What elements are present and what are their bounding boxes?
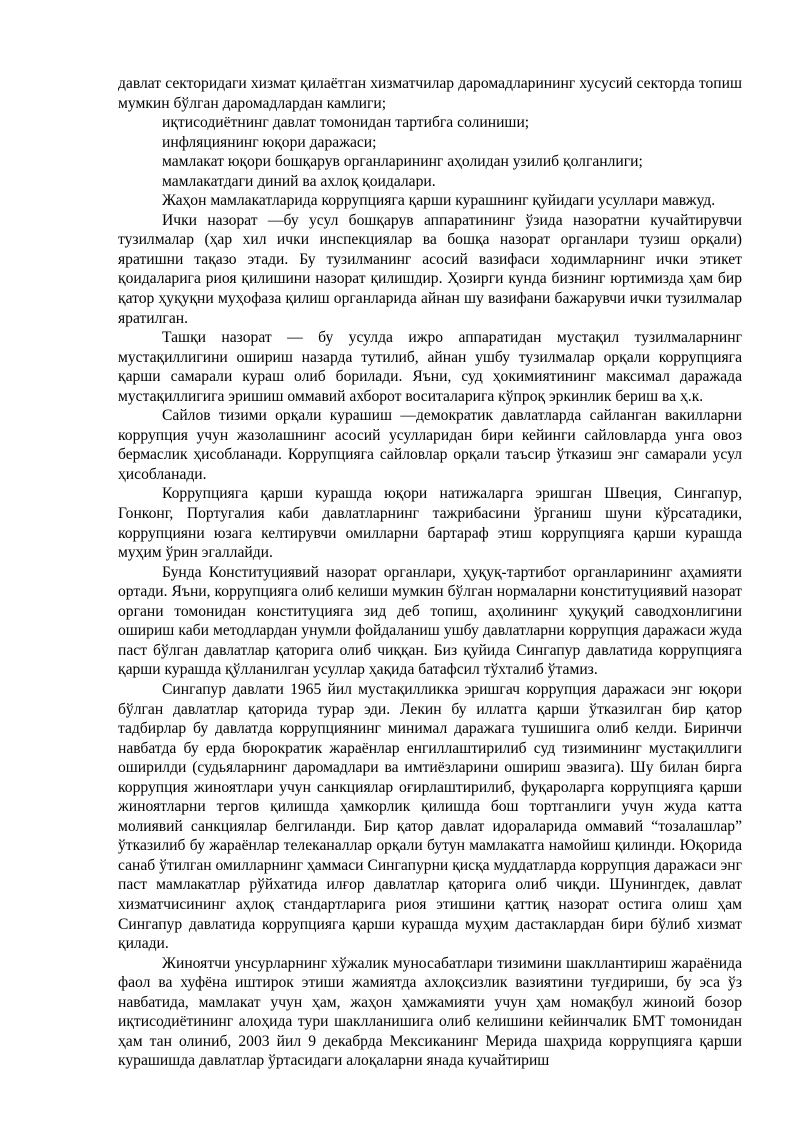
list-item-state-regulation: иқтисодиётнинг давлат томонидан тартибга солиниши; (162, 114, 530, 132)
paragraph-singapore: Сингапур давлати 1965 йил мустақилликка эришгач коррупция даражаси энг юқори бўлган давлатлар қаторида турар эди. Лекин бу иллатга қарши ўтказилган бир қатор тадбирлар бу давлатда коррупциянинг минимал даражага тушишига олиб келди. Биринчи навбатда бу ерда бюрократик жараёнлар енгиллаштирилиб суд тизимининг мустақиллиги оширилди (судьяларнинг даромадлари ва имтиёзларини ошириш эвазига). Шу билан бирга коррупция жиноятлари учун санкциялар оғирлаштирилиб, фуқароларга коррупцияга қарши жиноятларни тергов қилишда ҳамкорлик қилишда бош тортганлиги учун жуда катта молиявий санкциялар белгиланди. Бир қатор давлат идораларида оммавий “тозалашлар” ўтказилиб бу жараёнлар телеканаллар орқали бутун мамлакатга намойиш қилинди. Юқорида санаб ўтилган омилларнинг ҳаммаси Сингапурни қисқа муддатларда коррупция даражаси энг паст мамлакатлар рўйхатида илғор давлатлар қаторига олиб чиқди. Шунингдек, давлат хизматчисининг аҳлоқ стандартларига риоя этишини қаттиқ назорат остига олиш ҳам Сингапур давлатида коррупцияга қарши курашда муҳим дастаклардан бири бўлиб хизмат қилади. (118, 680, 742, 953)
paragraph-internal-control: Ички назорат —бу усул бошқарув аппаратининг ўзида назоратни кучайтирувчи тузилмалар (ҳар хил ички инспекциялар ва бошқа назорат органлари тузиш орқали) яратишни тақазо этади. Бу тузилманинг асосий вазифаси ходимларнинг ички этикет қоидаларига риоя қилишини назорат қилишдир. Ҳозирги кунда бизнинг юртимизда ҳам бир қатор ҳуқуқни муҳофаза қилиш органларида айнан шу вазифани бажарувчи ички тузилмалар яратилган. (118, 211, 742, 327)
list-item-inflation: инфляциянинг юқори даражаси; (162, 133, 377, 151)
document-page (118, 74, 742, 1071)
paragraph-country-experience: Коррупцияга қарши курашда юқори натижаларга эришган Швеция, Сингапур, Гонконг, Португалия каби давлатларнинг тажрибасини ўрганиш шуни кўрсатадики, коррупцияни юзага келтирувчи омилларни бартараф этиш коррупцияга қарши курашда муҳим ўрин эгаллайди. (118, 485, 742, 562)
paragraph-constitutional-control: Бунда Конституциявий назорат органлари, ҳуқуқ-тартибот органларининг аҳамияти ортади. Яъни, коррупцияга олиб келиши мумкин бўлган нормаларни конституциявий назорат органи томонидан конституцияга зид деб топиш, аҳолининг ҳуқуқий саводхонлигини ошириш каби методлардан унумли фойдаланиш ушбу давлатларни коррупция даражаси жуда паст бўлган давлатлар қаторига олиб чиққан. Биз қуйида Сингапур давлатида коррупцияга қарши курашда қўлланилган усуллар ҳақида батафсил тўхталиб ўтамиз. (118, 563, 742, 679)
paragraph-electoral-system: Сайлов тизими орқали курашиш —демократик давлатларда сайланган вакилларни коррупция учун жазолашнинг асосий усулларидан бири кейинги сайловларда унга овоз бермаслик ҳисобланади. Коррупцияга сайловлар орқали таъсир ўтказиш энг самарали усул ҳисобланади. (118, 407, 742, 483)
list-item-religious-moral-rules: мамлакатдаги диний ва ахлоқ қоидалари. (162, 172, 436, 190)
paragraph-external-control: Ташқи назорат — бу усулда ижро аппаратидан мустақил тузилмаларнинг мустақиллигини ошириш назарда тутилиб, айнан ушбу тузилмалар орқали коррупцияга қарши самарали кураш олиб борилади. Яъни, суд ҳокимиятининг максимал даражада мустақиллигига эришиш оммавий ахборот воситаларига кўпроқ эркинлик бериш ва ҳ.к. (118, 329, 742, 405)
paragraph-criminal-elements: Жиноятчи унсурларнинг хўжалик муносабатлари тизимини шакллантириш жараёнида фаол ва хуфёна иштирок этиши жамиятда ахлоқсизлик вазиятини туғдириши, бу эса ўз навбатида, мамлакат учун ҳам, жаҳон ҳамжамияти учун ҳам номақбул жиноий бозор иқтисодиётининг алоҳида тури шаклланишига олиб келишини кейинчалик БМТ томонидан ҳам тан олиниб, 2003 йил 9 декабрда Мексиканинг Мерида шаҳрида коррупцияга қарши курашишда давлатлар ўртасидаги алоқаларни янада кучайтириш (118, 954, 742, 1070)
list-item-government-detachment: мамлакат юқори бошқарув органларининг аҳолидан узилиб қолганлиги; (162, 153, 643, 171)
paragraph-salary-gap: давлат секторидаги хизмат қилаётган хизматчилар даромадларининг хусусий секторда топиш мумкин бўлган даромадлардан камлиги; (118, 75, 742, 112)
paragraph-methods-intro: Жаҳон мамлакатларида коррупцияга қарши курашнинг қуйидаги усуллари мавжуд. (162, 192, 716, 210)
